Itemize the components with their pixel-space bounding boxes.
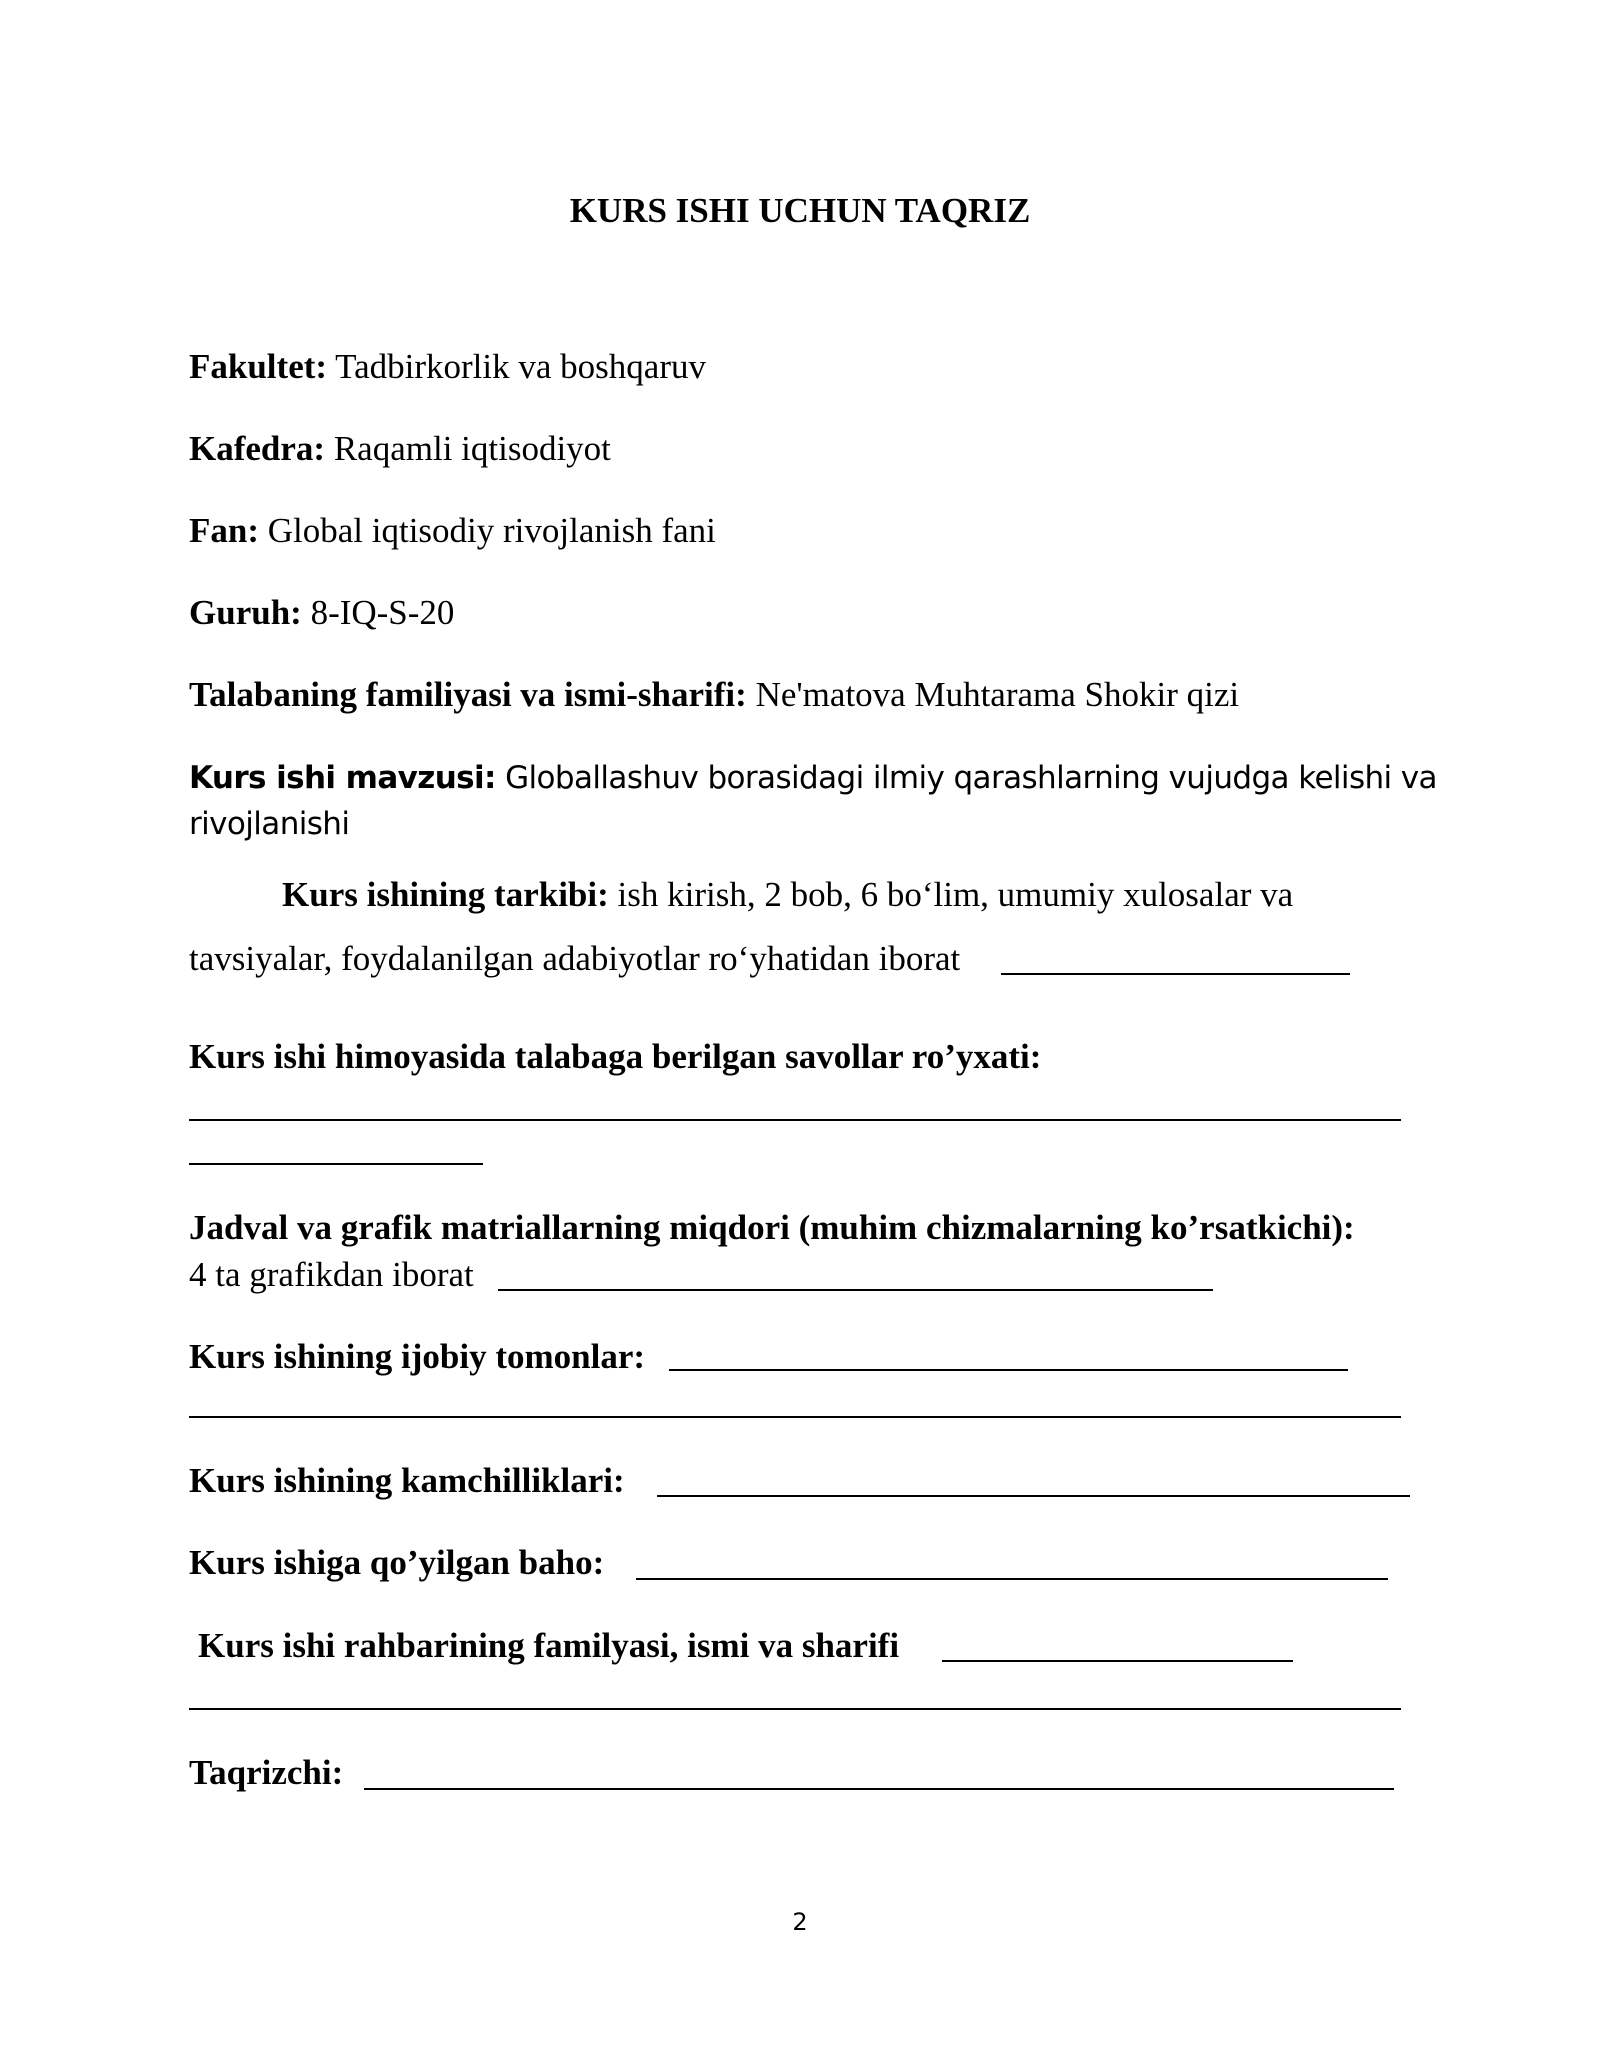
field-talaba-value: Ne'matova Muhtarama Shokir qizi — [755, 675, 1240, 714]
field-tarkib-value-line2: tavsiyalar, foydalanilgan adabiyotlar ro‘yhatidan iborat — [189, 939, 961, 978]
field-talaba-label: Talabaning familiyasi va ismi-sharifi: — [189, 675, 747, 714]
field-guruh — [189, 588, 454, 638]
field-fan-value: Global iqtisodiy rivojlanish fani — [267, 511, 716, 550]
field-tarkib-cont — [189, 934, 960, 984]
field-taqrizchi-label: Taqrizchi: — [189, 1753, 344, 1792]
field-mavzu-label: Kurs ishi mavzusi: — [189, 760, 496, 796]
field-fakultet-value: Tadbirkorlik va boshqaruv — [335, 347, 706, 386]
jadval-blank-line — [498, 1289, 1213, 1291]
field-talaba — [189, 670, 1239, 720]
field-ijobiy-label: Kurs ishining ijobiy tomonlar: — [189, 1337, 646, 1376]
field-mavzu-cont — [189, 801, 349, 847]
field-mavzu-value-line1: Globallashuv borasidagi ilmiy qarashlarning vujudga kelishi va — [505, 760, 1437, 796]
field-tarkib-label: Kurs ishining tarkibi: — [282, 875, 609, 914]
field-jadval-value: 4 ta grafikdan iborat — [189, 1255, 474, 1294]
field-guruh-label: Guruh: — [189, 593, 302, 632]
field-fan — [189, 506, 716, 556]
field-kafedra — [189, 424, 611, 474]
field-tarkib-value-line1: ish kirish, 2 bob, 6 bo‘lim, umumiy xulosalar va — [617, 875, 1294, 914]
page-title: KURS ISHI UCHUN TAQRIZ — [569, 191, 1031, 230]
kamchilik-blank-line — [657, 1495, 1410, 1497]
field-mavzu — [189, 755, 1437, 801]
page-number: 2 — [792, 1908, 808, 1936]
savollar-blank-line-2 — [189, 1163, 483, 1165]
field-fan-label: Fan: — [189, 511, 259, 550]
baho-blank-line — [636, 1578, 1388, 1580]
savollar-blank-line-1 — [189, 1119, 1401, 1121]
field-mavzu-value-line2: rivojlanishi — [189, 806, 350, 842]
field-fakultet-label: Fakultet: — [189, 347, 328, 386]
field-fakultet — [189, 342, 706, 392]
field-guruh-value: 8-IQ-S-20 — [310, 593, 455, 632]
rahbar-blank-line-2 — [189, 1708, 1401, 1710]
field-baho-label: Kurs ishiga qo’yilgan baho: — [189, 1543, 605, 1582]
taqrizchi-blank-line — [364, 1788, 1394, 1790]
field-savollar-label: Kurs ishi himoyasida talabaga berilgan savollar ro’yxati: — [189, 1037, 1042, 1076]
ijobiy-blank-line-2 — [189, 1416, 1401, 1418]
field-kafedra-value: Raqamli iqtisodiyot — [333, 429, 611, 468]
field-jadval-label: Jadval va grafik matriallarning miqdori (muhim chizmalarning ko’rsatkichi): — [189, 1208, 1355, 1247]
rahbar-blank-line-1 — [942, 1660, 1293, 1662]
field-kafedra-label: Kafedra: — [189, 429, 326, 468]
field-tarkib — [282, 870, 1293, 920]
field-kamchilik-label: Kurs ishining kamchilliklari: — [189, 1461, 625, 1500]
field-rahbar-label: Kurs ishi rahbarining familyasi, ismi va sharifi — [198, 1626, 900, 1665]
ijobiy-blank-line-1 — [669, 1369, 1348, 1371]
tarkib-blank-line — [1001, 973, 1350, 975]
